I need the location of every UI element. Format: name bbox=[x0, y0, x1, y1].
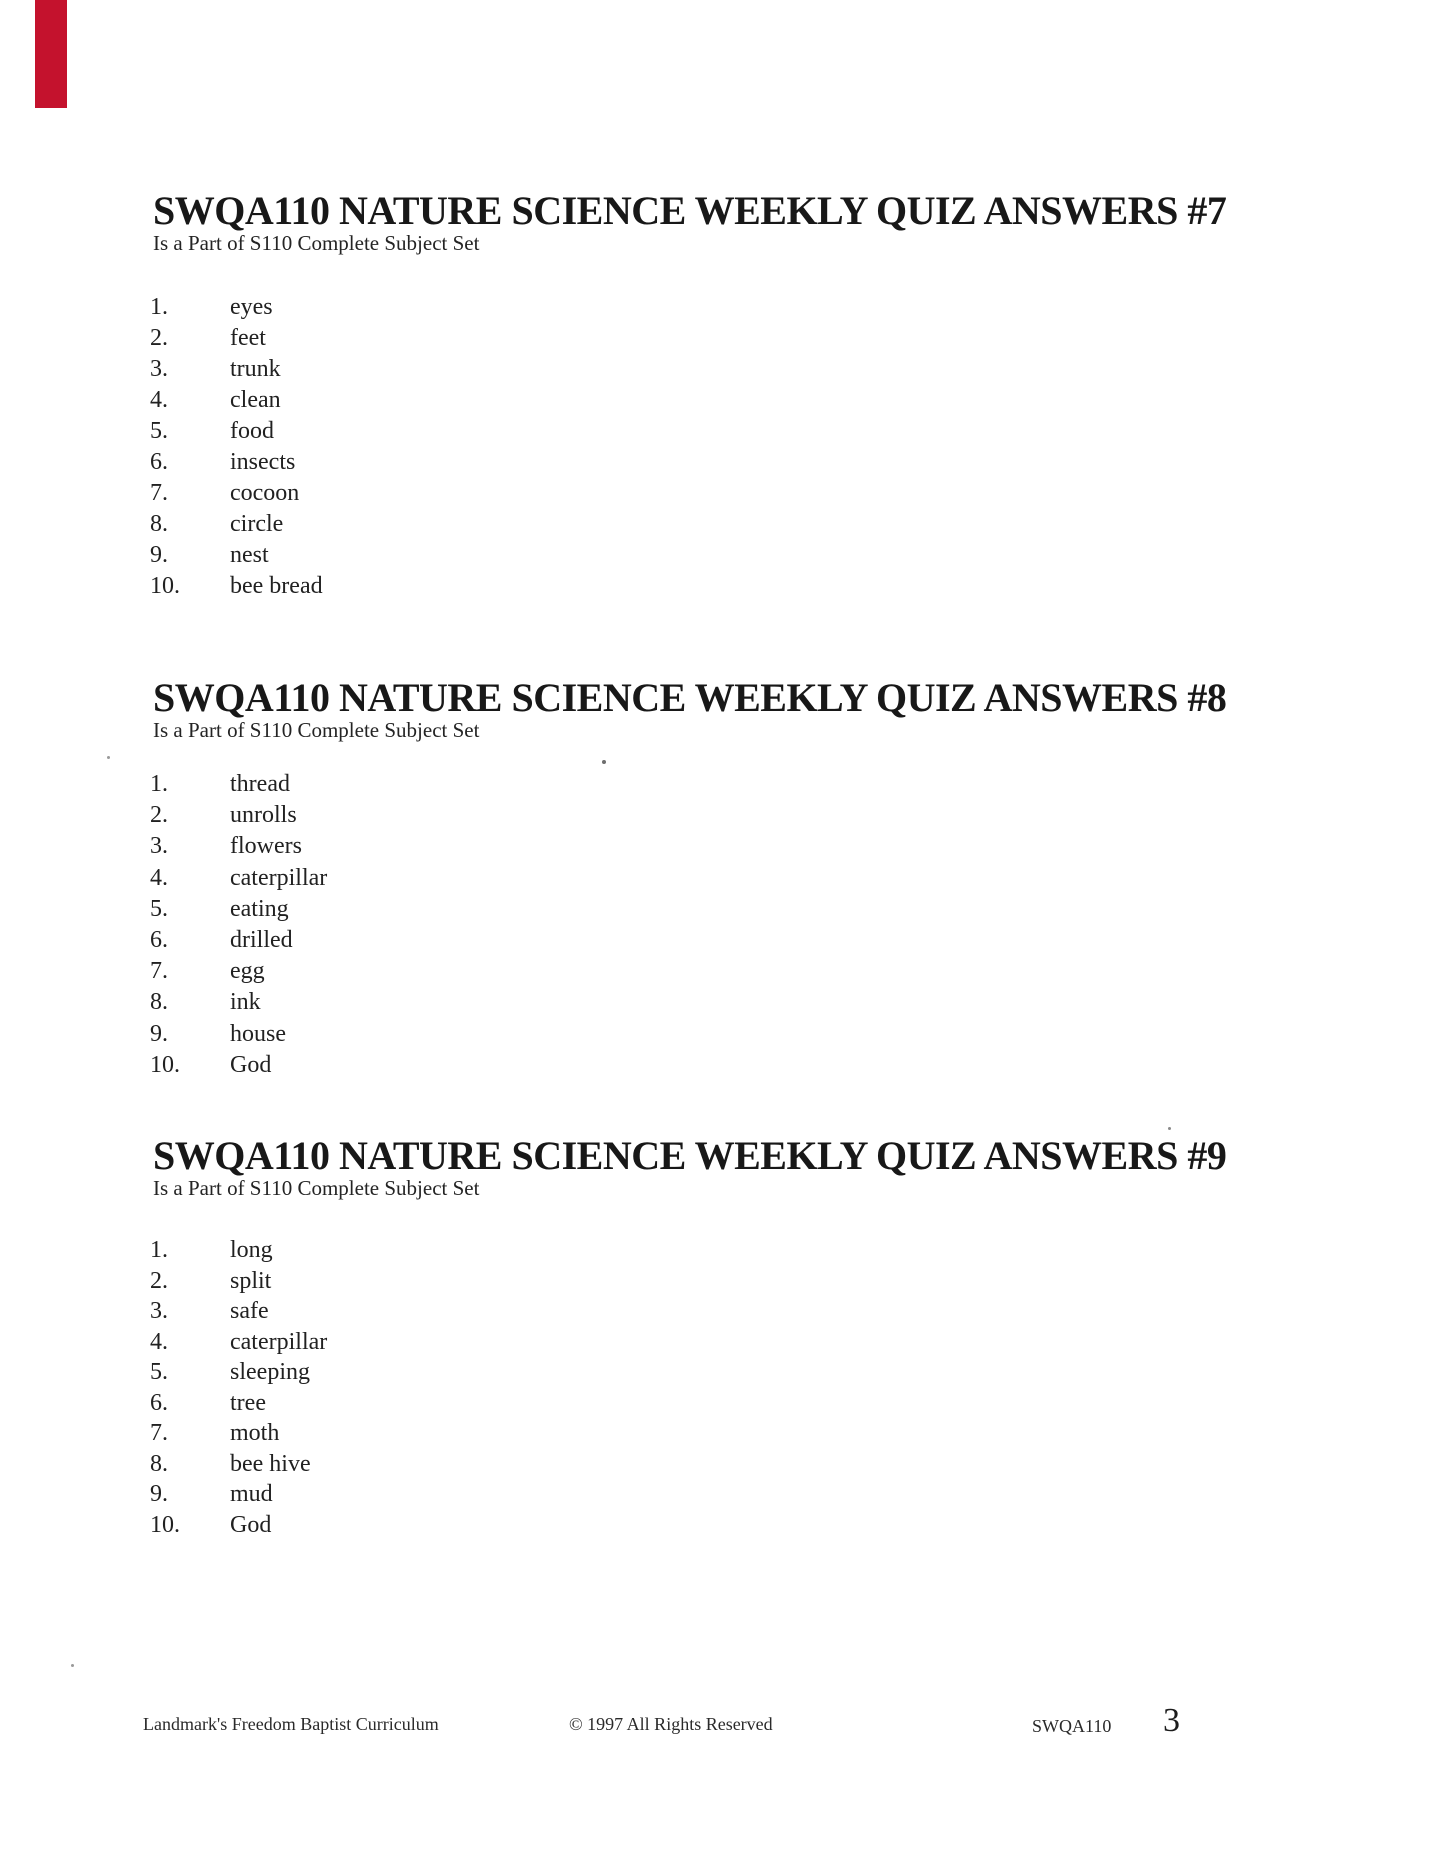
answer-number: 5. bbox=[150, 895, 168, 922]
answer-row bbox=[150, 479, 1226, 510]
answer-text: mud bbox=[230, 1481, 273, 1507]
answer-row bbox=[150, 1297, 1226, 1328]
answer-row bbox=[150, 895, 1226, 926]
scan-speck bbox=[1168, 1127, 1171, 1130]
answer-list bbox=[150, 1236, 1226, 1541]
answer-text: clean bbox=[230, 387, 281, 413]
scan-speck bbox=[71, 1664, 74, 1667]
answer-text: bee hive bbox=[230, 1450, 311, 1477]
answer-text: ink bbox=[230, 989, 261, 1016]
answer-row bbox=[150, 355, 1226, 386]
answer-number: 8. bbox=[150, 1450, 168, 1477]
answer-row bbox=[150, 1051, 1226, 1082]
answer-number: 3. bbox=[150, 356, 168, 382]
section-title: SWQA110 NATURE SCIENCE WEEKLY QUIZ ANSWERS #8 bbox=[153, 675, 1227, 720]
answer-text: food bbox=[230, 418, 274, 444]
answer-row bbox=[150, 541, 1226, 572]
answer-number: 3. bbox=[150, 1298, 168, 1324]
answer-number: 10. bbox=[150, 1511, 180, 1538]
answer-number: 9. bbox=[150, 542, 168, 568]
answer-text: unrolls bbox=[230, 802, 297, 829]
answer-number: 2. bbox=[150, 325, 168, 351]
answer-text: drilled bbox=[230, 926, 293, 953]
answer-row bbox=[150, 1267, 1226, 1298]
answer-text: eating bbox=[230, 895, 289, 922]
section-title: SWQA110 NATURE SCIENCE WEEKLY QUIZ ANSWERS #7 bbox=[153, 188, 1227, 233]
scan-speck bbox=[602, 760, 606, 764]
answer-number: 1. bbox=[150, 771, 168, 797]
answer-row bbox=[150, 926, 1226, 957]
quiz-answers-section bbox=[150, 676, 1226, 1082]
answer-number: 6. bbox=[150, 926, 168, 953]
answer-number: 9. bbox=[150, 1020, 168, 1047]
answer-text: moth bbox=[230, 1420, 280, 1446]
answer-text: circle bbox=[230, 511, 284, 537]
answer-number: 4. bbox=[150, 1328, 168, 1355]
section-subtitle: Is a Part of S110 Complete Subject Set bbox=[153, 231, 480, 255]
answer-number: 7. bbox=[150, 1420, 168, 1446]
answer-number: 6. bbox=[150, 1389, 168, 1416]
section-subtitle: Is a Part of S110 Complete Subject Set bbox=[153, 718, 480, 742]
answer-row bbox=[150, 386, 1226, 417]
answer-row bbox=[150, 324, 1226, 355]
answer-text: sleeping bbox=[230, 1359, 310, 1385]
answer-text: caterpillar bbox=[230, 864, 328, 891]
section-subtitle: Is a Part of S110 Complete Subject Set bbox=[153, 1176, 480, 1200]
footer-publisher: Landmark's Freedom Baptist Curriculum bbox=[143, 1714, 439, 1734]
answer-number: 7. bbox=[150, 480, 168, 506]
answer-text: eyes bbox=[230, 294, 273, 320]
answer-row bbox=[150, 1020, 1226, 1051]
answer-text: flowers bbox=[230, 833, 302, 860]
answer-number: 10. bbox=[150, 573, 180, 599]
red-edge-scan-mark bbox=[35, 0, 67, 108]
answer-text: tree bbox=[230, 1389, 266, 1416]
answer-number: 4. bbox=[150, 387, 168, 413]
answer-number: 8. bbox=[150, 511, 168, 537]
answer-text: trunk bbox=[230, 356, 281, 382]
answer-row bbox=[150, 1511, 1226, 1542]
answer-number: 5. bbox=[150, 418, 168, 444]
footer-copyright: © 1997 All Rights Reserved bbox=[569, 1714, 773, 1734]
answer-number: 9. bbox=[150, 1481, 168, 1507]
answer-list bbox=[150, 770, 1226, 1082]
answer-text: feet bbox=[230, 325, 266, 351]
answer-text: house bbox=[230, 1020, 286, 1047]
answer-row bbox=[150, 1480, 1226, 1511]
answer-list bbox=[150, 293, 1226, 603]
answer-number: 5. bbox=[150, 1359, 168, 1385]
answer-number: 2. bbox=[150, 1267, 168, 1294]
answer-text: cocoon bbox=[230, 480, 300, 506]
answer-text: safe bbox=[230, 1298, 269, 1324]
answer-row bbox=[150, 957, 1226, 988]
answer-number: 3. bbox=[150, 833, 168, 860]
answer-row bbox=[150, 448, 1226, 479]
answer-row bbox=[150, 864, 1226, 895]
answer-text: thread bbox=[230, 771, 290, 797]
answer-number: 2. bbox=[150, 802, 168, 829]
scan-speck bbox=[107, 756, 110, 759]
answer-number: 10. bbox=[150, 1051, 180, 1078]
answer-text: caterpillar bbox=[230, 1328, 328, 1355]
answer-text: nest bbox=[230, 542, 269, 568]
answer-text: egg bbox=[230, 958, 265, 985]
answer-row bbox=[150, 1389, 1226, 1420]
answer-number: 1. bbox=[150, 294, 168, 320]
answer-number: 8. bbox=[150, 989, 168, 1016]
answer-number: 4. bbox=[150, 864, 168, 891]
answer-row bbox=[150, 572, 1226, 603]
answer-text: split bbox=[230, 1267, 272, 1294]
footer-page-number: 3 bbox=[1163, 1702, 1180, 1739]
footer-course-code: SWQA110 bbox=[1032, 1716, 1112, 1736]
answer-row bbox=[150, 832, 1226, 863]
answer-text: God bbox=[230, 1511, 272, 1538]
answer-row bbox=[150, 417, 1226, 448]
answer-row bbox=[150, 1328, 1226, 1359]
answer-row bbox=[150, 801, 1226, 832]
answer-row bbox=[150, 1419, 1226, 1450]
answer-row bbox=[150, 988, 1226, 1019]
section-title: SWQA110 NATURE SCIENCE WEEKLY QUIZ ANSWERS #9 bbox=[153, 1133, 1227, 1178]
answer-row bbox=[150, 770, 1226, 801]
answer-number: 7. bbox=[150, 958, 168, 985]
answer-row bbox=[150, 293, 1226, 324]
quiz-answers-section bbox=[150, 1134, 1226, 1541]
answer-row bbox=[150, 510, 1226, 541]
answer-text: insects bbox=[230, 449, 296, 475]
answer-row bbox=[150, 1450, 1226, 1481]
answer-row bbox=[150, 1236, 1226, 1267]
answer-text: bee bread bbox=[230, 573, 323, 599]
answer-text: God bbox=[230, 1051, 272, 1078]
answer-row bbox=[150, 1358, 1226, 1389]
answer-number: 1. bbox=[150, 1237, 168, 1263]
answer-number: 6. bbox=[150, 449, 168, 475]
answer-text: long bbox=[230, 1237, 273, 1263]
quiz-answers-section bbox=[150, 189, 1226, 603]
